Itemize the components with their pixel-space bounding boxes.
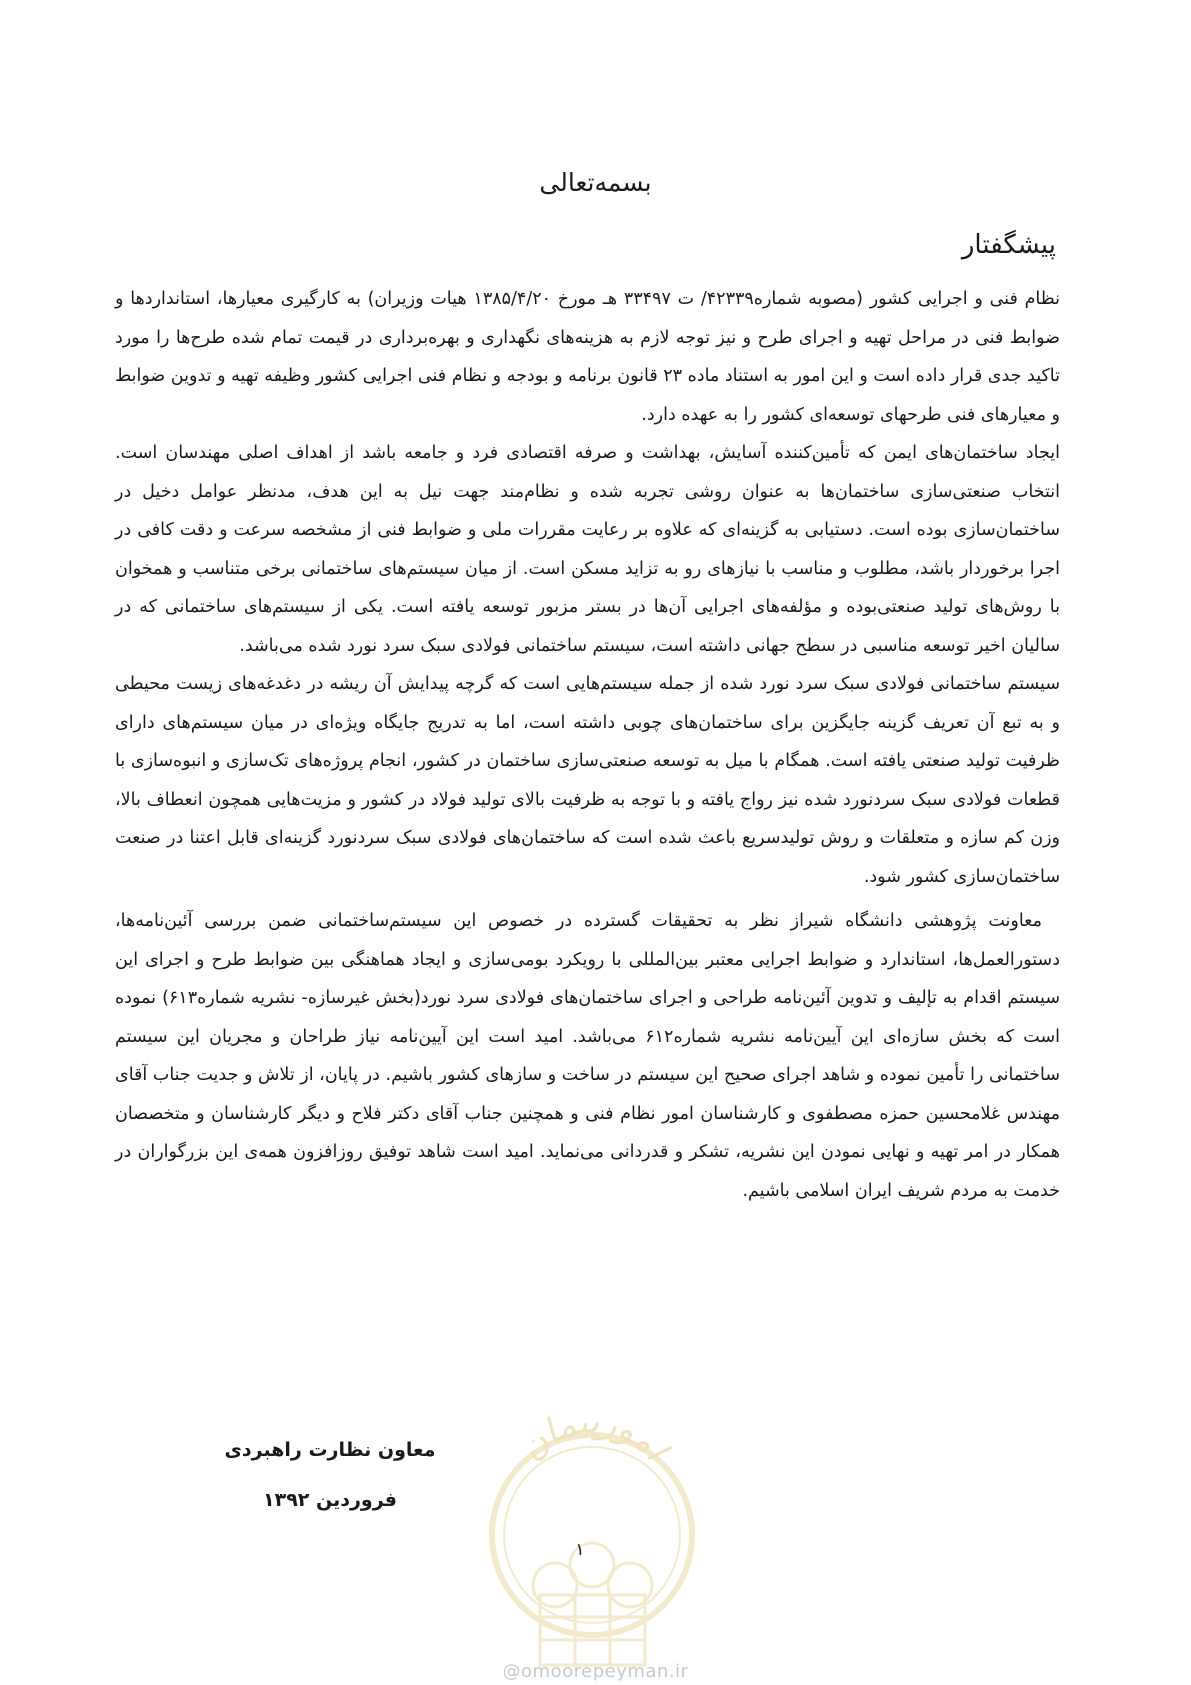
- preface-body: [115, 280, 1060, 1210]
- paragraph-1: نظام فنی و اجرایی کشور (مصوبه شماره۴۲۳۳۹/ ت ۳۳۴۹۷ هـ مورخ ۱۳۸۵/۴/۲۰ هیات وزیران) به کارگیری معیارها، استانداردها و ضوابط فنی در مراحل تهیه و اجرای طرح و نیز توجه لازم به هزینه‌های نگهداری و بهره‌برداری در قیمت تمام شده طرح‌ها را مورد تاکید جدی قرار داده است و این امور به استناد ماده ۲۳ قانون برنامه و بودجه و نظام فنی اجرایی کشور وظیفه تهیه و تدوین ضوابط و معیارهای فنی طرحهای توسعه‌ای کشور را به عهده دارد.: [115, 289, 1061, 425]
- watermark-url: @omoorepeyman.ir: [502, 1661, 689, 1682]
- svg-text:امورپیمان: امورپیمان: [511, 1401, 676, 1469]
- paragraph-3: سیستم ساختمانی فولادی سبک سرد نورد شده از جمله سیستم‌هایی است که گرچه پیدایش آن ریشه در دغدغه‌های زیست محیطی و به تبع آن تعریف گزینه جایگزین برای ساختمان‌های چوبی داشته است، اما به تدریج جایگاه ویژه‌ای در میان سیستم‌های دارای ظرفیت تولید صنعتی یافته است. همگام با میل به توسعه صنعتی‌سازی ساختمان در کشور، انجام پروژه‌های تک‌سازی و انبوه‌سازی با قطعات فولادی سبک سردنورد شده نیز رواج یافته و با توجه به ظرفیت بالای تولید فولاد در کشور و مزیت‌هایی همچون انعطاف بالا، وزن کم سازه و متعلقات و روش تولیدسریع باعث شده است که ساختمان‌های فولادی سبک سردنورد گزینه‌ای قابل اعتنا در صنعت ساختمان‌سازی کشور شود.: [115, 674, 1060, 887]
- paragraph-2: ایجاد ساختمان‌های ایمن که تأمین‌کننده آسایش، بهداشت و صرفه اقتصادی فرد و جامعه باشد از اهداف اصلی مهندسان است. انتخاب صنعتی‌سازی ساختمان‌ها به عنوان روشی تجربه شده و نظام‌مند جهت نیل به این هدف، مدنظر عوامل دخیل در ساختمان‌سازی بوده است. دستیابی به گزینه‌ای که علاوه بر رعایت مقررات ملی و ضوابط فنی از مشخصه سرعت و دقت کافی در اجرا برخوردار باشد، مطلوب و مناسب با نیازهای رو به تزاید مسکن است. از میان سیستم‌های ساختمانی برخی متناسب و همخوان با روش‌های تولید صنعتی‌بوده و مؤلفه‌های اجرایی آن‌ها در بستر مزبور توسعه یافته است. یکی از سیستم‌های ساختمانی که در سالیان اخیر توسعه مناسبی در سطح جهانی داشته است، سیستم ساختمانی فولادی سبک سرد نورد شده می‌باشد.: [115, 443, 1060, 656]
- paragraph-4: معاونت پژوهشی دانشگاه شیراز نظر به تحقیقات گسترده در خصوص این سیستم‌ساختمانی ضمن بررسی آئین‌نامه‌ها، دستورالعمل‌ها، استاندارد و ضوابط اجرایی معتبر بین‌المللی با رویکرد بومی‌سازی و ایجاد هماهنگی بین ضوابط طرح و اجرای این سیستم اقدام به تإلیف و تدوین آئین‌نامه طراحی و اجرای ساختمان‌های فولادی سرد نورد(بخش غیرسازه- نشریه شماره۶۱۳) نموده است که بخش سازه‌ای این آیین‌نامه نشریه شماره۶۱۲ می‌باشد. امید است این آیین‌نامه نیاز طراحان و مجریان این سیستم ساختمانی را تأمین نموده و شاهد اجرای صحیح این سیستم در ساخت و سازهای کشور باشیم. در پایان، از تلاش و جدیت جناب آقای مهندس غلامحسین حمزه مصطفوی و کارشناسان امور نظام فنی و همچنین جناب آقای دکتر فلاح و دیگر کارشناسان و متخصصان همکار در امر تهیه و نهایی نمودن این نشریه، تشکر و قدردانی می‌نماید. امید است شاهد توفیق روزافزون همه‌ی این بزرگواران در خدمت به مردم شریف ایران اسلامی باشیم.: [115, 911, 1060, 1201]
- preface-title: پیشگفتار: [961, 230, 1056, 260]
- signature-title: معاون نظارت راهبردی: [224, 1439, 436, 1461]
- signature-block: [215, 1425, 445, 1525]
- bismillah-heading: بسمه‌تعالی: [539, 168, 652, 197]
- signature-date: فروردین ۱۳۹۲: [263, 1489, 397, 1511]
- page-number: ۱: [575, 1540, 585, 1560]
